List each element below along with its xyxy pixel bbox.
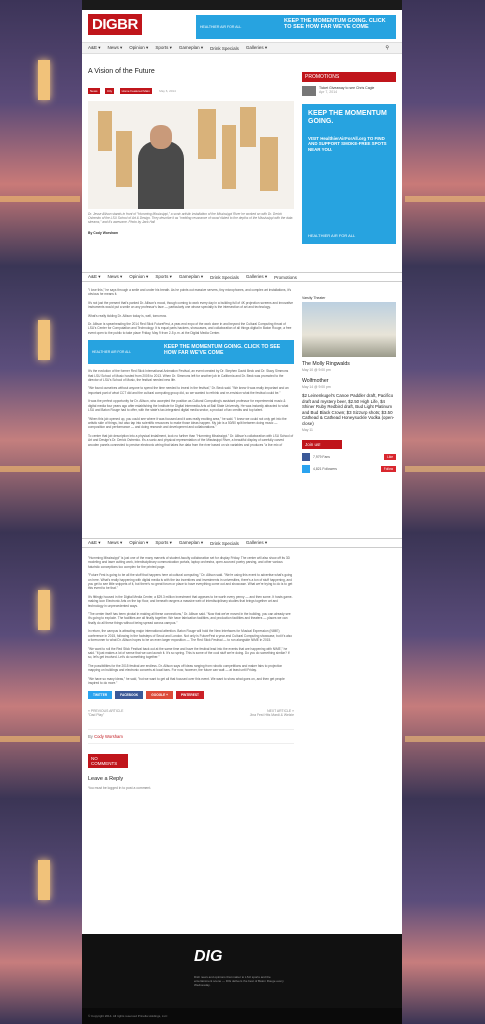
inline-ad-banner[interactable]: [88, 340, 294, 364]
byline: By Cody Worsham: [88, 230, 119, 235]
paragraph: "We want to roll the Red Stick Festival back out at the same time and have the festival lead into the events that are happening with NIME," he said. "It just makes a lot of sense that we can launch it. It's so spring. This is some of the cool stuff we're doing. Do you do something similar? If so, let's get involved. Let's do something together.": [88, 646, 290, 660]
author-label: By: [88, 734, 93, 740]
article-body-2: [88, 552, 294, 790]
nav-item-gameplan[interactable]: Gameplan ▾: [178, 45, 204, 50]
wood-panel: [260, 137, 278, 191]
wood-panel: [98, 111, 112, 151]
copyright-bar: © Copyright 2014. All rights reserved Prinella Holdings, LLC: [82, 1008, 402, 1024]
twitter-row: [302, 465, 396, 473]
facebook-icon: [302, 453, 310, 461]
promotions-heading: PROMOTIONS: [302, 72, 396, 82]
paragraph: The possibilities for the 2015 festival are endless. Dr. Allison says off ideas ranging from robotic competitions and maker fairs to projection mapping on buildings and electronic concerts at local bars. For now, however, the future can wait — at least until Friday.: [88, 663, 283, 673]
nav-item-ae[interactable]: A&E ▾: [88, 540, 101, 545]
promo-title: Ticket Giveaway to see Chris Cagle: [319, 86, 375, 90]
footer-description: Dish news and opinions that matter to LSU sports and the entertainment scene — DIG delivers the best of Baton Rouge every Wednesday.: [194, 975, 284, 987]
nav-item-drink-specials[interactable]: Drink Specials: [210, 274, 239, 280]
post-navigation: [88, 709, 294, 717]
nav-item-sports[interactable]: Sports ▾: [155, 540, 172, 545]
wood-panel: [116, 131, 132, 187]
site-logo[interactable]: DIGBR: [88, 14, 142, 35]
tag[interactable]: Home Featured Main: [121, 89, 150, 93]
site-footer: [82, 934, 402, 1008]
facebook-row: [302, 453, 396, 461]
event-title[interactable]: The Molly Ringwalds: [302, 361, 350, 367]
ad-brand: HEALTHIER AIR FOR ALL: [308, 233, 356, 238]
promo-thumbnail: [302, 86, 316, 96]
paragraph: To center that job description into a physical installment, look no further than "Humming Mississippi." Dr. Allison's collaboration with LSU School of Art and Design's Dr. Derick Ostrenko. It's a sonic and physical representation of the Mississippi River, a beautiful display of carefully carved wooden panels connected to precise electronic wiring that takes live data from the river based on six variables and produces "a live mix of: [88, 433, 294, 447]
paragraph: It's fittingly housed in the Digital Media Center, a $29.3 million investment that appears to be worth every penny — and then some. It hosts game-making icon Electronic Arts on the top floor, and beneath rangers a massive web of interdisciplinary studies that brings together art and technology in unprecedented ways.: [88, 594, 293, 608]
wood-panel: [240, 107, 256, 147]
nav-item-opinion[interactable]: Opinion ▾: [129, 540, 149, 545]
nav-item-news[interactable]: News ▾: [107, 540, 123, 545]
ad-brand: HEALTHIER AIR FOR ALL: [92, 350, 131, 355]
nav-item-drink-specials[interactable]: Drink Specials: [210, 540, 239, 546]
nav-item-opinion[interactable]: Opinion ▾: [129, 274, 149, 279]
event-date: May 14 @ 9:00 pm: [302, 385, 331, 389]
paragraph: It's the evolution of the former Red Stick International Animation Festival, an event created by Dr. Stephen David Beck and Dr. Stacy Simmons that LSU School of Music hosted from 2005 to 2013. When Dr. Simmons left for another job in California and Dr. Beck was promoted to the director of LSU's School of Music, the festival needed new life.: [88, 369, 289, 383]
nav-item-gameplan[interactable]: Gameplan ▾: [178, 540, 204, 545]
next-label: NEXT ARTICLE »: [267, 709, 294, 714]
nav-item-ae[interactable]: A&E ▾: [88, 45, 101, 50]
nav-item-promotions[interactable]: Promotions: [274, 274, 297, 280]
search-icon[interactable]: ⚲: [385, 45, 389, 51]
person-head: [150, 125, 172, 149]
event-date: May 10 @ 9:00 pm: [302, 368, 331, 372]
paragraph: "We found ourselves without anyone to spend the time needed to invest in the festival," Dr. Beck said. "We knew it was really important and an important part of what CCT did and the cultural computing group did, so we wanted to rethink and re-envision what the festival could be.": [88, 386, 289, 395]
ad-headline: KEEP THE MOMENTUM GOING.: [308, 110, 387, 125]
nav-item-opinion[interactable]: Opinion ▾: [129, 45, 149, 50]
reply-title: Leave a Reply: [88, 776, 124, 783]
spacer: [302, 244, 396, 288]
nav-item-drink-specials[interactable]: Drink Specials: [210, 45, 239, 51]
capitol-tower: [38, 320, 50, 360]
city-lights: [0, 466, 80, 472]
capitol-tower: [38, 590, 50, 630]
person-figure: [138, 141, 184, 209]
login-notice[interactable]: You must be logged in to post a comment.: [88, 786, 152, 791]
share-buttons: [88, 691, 294, 699]
share-twitter-button[interactable]: TWITTER: [88, 691, 112, 699]
share-pinterest-button[interactable]: PINTEREST: [176, 691, 204, 699]
article-title: A Vision of the Future: [88, 68, 155, 75]
page-container: [82, 10, 402, 1008]
capitol-tower: [38, 860, 50, 900]
share-google-button[interactable]: GOOGLE +: [146, 691, 173, 699]
facebook-like-button[interactable]: Like: [384, 454, 396, 460]
nav-item-sports[interactable]: Sports ▾: [155, 274, 172, 279]
comments-heading: NO COMMENTS: [88, 754, 128, 768]
nav-item-news[interactable]: News ▾: [107, 274, 123, 279]
main-nav: [82, 42, 402, 54]
sticky-nav: [82, 538, 402, 548]
article: [88, 68, 294, 235]
ad-body: VISIT HealthierAirForAll.org TO FIND AND SUPPORT SMOKE-FREE SPOTS NEAR YOU.: [308, 136, 387, 152]
author-name[interactable]: Cody Worsham: [94, 734, 123, 740]
ad-headline: KEEP THE MOMENTUM GOING. CLICK TO SEE HOW FAR WE'VE COME: [284, 18, 386, 30]
nav-item-galleries[interactable]: Galleries ▾: [245, 45, 268, 50]
venue-name[interactable]: Varsity Theater: [302, 296, 326, 300]
author-box: [88, 729, 294, 744]
article-body-1: [88, 284, 294, 447]
tag[interactable]: News: [90, 89, 98, 93]
sidebar: [302, 72, 396, 473]
city-lights: [405, 466, 485, 472]
tag[interactable]: City: [106, 89, 113, 93]
join-heading: Join us!: [302, 440, 342, 449]
twitter-follow-button[interactable]: Follow: [381, 466, 396, 472]
paragraph: "Humming Mississippi" is just one of the many marvels of student-faculty collaboration set for display Friday. The center will also show off its 3D modeling and laser cutting work, interdisciplinary communication portals, laptop orchestra, open-sourced poetry parsing, and other various futuristic conceptions too complex for the printed page.: [88, 556, 290, 569]
nav-item-galleries[interactable]: Galleries ▾: [245, 540, 268, 545]
capitol-tower: [38, 60, 50, 100]
footer-logo[interactable]: DIG: [194, 948, 223, 965]
promo-date: Apr 7, 2014: [319, 90, 338, 94]
deal-date: May 11: [302, 427, 313, 432]
prev-label: « PREVIOUS ARTICLE: [88, 709, 124, 714]
city-lights: [0, 196, 80, 202]
paragraph: It's not just the present that's parked Dr. Allison's mood, though coming to work every day in a building full of 4K projection screens and innovative instruments would put a smile on any professor's face — particularly one whose specialty is the intersection of art and technology.: [88, 300, 294, 310]
ad-headline: KEEP THE MOMENTUM GOING. CLICK TO SEE HOW FAR WE'VE COME: [164, 344, 281, 357]
paragraph: What's really tickling Dr. Allison today is, well, tomorrow.: [88, 313, 167, 318]
paragraph: "Future Fest is going to be all the stuff that happens here at cultural computing," Dr. Allison said. "We're using this event to advertise what's going on here. What's really happening with digital media is with the tax incentives and investments in universities, there's a ton of stuff happening, and you get to see little snippets of it, but there's no great forum or place to have everything come out and showcase. What we're trying to do is to get this event to be that.": [88, 573, 293, 591]
wood-panel: [198, 109, 216, 159]
paragraph: In return, the campus is attracting major international attention. Baton Rouge will hold the New Interfaces for Musical Expression (NIME) conference in 2015, following in the footsteps of Seoul and London. Not only is FutureFest a year-end Cultural Computing showcase, but it's also a forerunner to what Dr. Allison hopes to be an even larger exposition — The Red Stick Festival — to run alongside NIME in 2015.: [88, 629, 293, 643]
article-photo: [88, 101, 294, 209]
paragraph: Dr. Allison is spearheading the 2014 Red Stick FutureFest, a year-end expo of the work done in and beyond the Cultural Computing thrust of LSU's Center for Computation and Technology. It is equal parts hackers, showcases, and collaboration of all things digital in Baton Rouge, a free event open to the public to take place Friday, May 9 from 2-5 p.m. at the Digital Media Center.: [88, 322, 292, 335]
article-tags: [88, 79, 294, 97]
venue-photo: [302, 302, 396, 357]
article-date: May 6, 2014: [159, 89, 176, 93]
nav-item-sports[interactable]: Sports ▾: [155, 45, 172, 50]
photo-caption: Dr. Jesse Allison stands in front of "Humming Mississippi," a sonic artistic installation of the Mississippi River he worked on with Dr. Derick Ostrenko of the LSU School of Art & Design. They describe it as "melding resonance of wood ribbed to the depths of the Mississippi with the data streams," and it's awesome. Photo by Jack Hall: [88, 212, 293, 225]
top-bar: [82, 0, 402, 10]
paragraph: "We have so many ideas," he said, "but we want to get all that focused over this event. We want to show what goes on, and then get people inspired to do more.": [88, 676, 285, 685]
header-ad-banner[interactable]: [196, 15, 396, 39]
twitter-count: 4,821 Followers: [313, 466, 337, 471]
nav-item-galleries[interactable]: Galleries ▾: [245, 274, 268, 279]
drink-special[interactable]: $2 Leinenkugel's Canoe Paddler draft, Pacifico draft and mystery beer, $2.50 High Life, $4 Shiner Ruby Redbird draft, Bud Light Platinum and Bud Black Crown; $3 Sizzurp shots; $3.50 Cathead & Cathead Honeysuckle Vodka (open-close): [302, 393, 395, 426]
nav-item-ae[interactable]: A&E ▾: [88, 274, 101, 279]
city-lights: [405, 196, 485, 202]
next-title: Jina Fest Hits Mardi & Welzie: [249, 713, 294, 718]
city-lights: [405, 736, 485, 742]
promo-item[interactable]: [302, 86, 396, 96]
paragraph: "When this job opened up, you could see where it was focused and it was really exciting area," he said. "I knew we could not only get into the artistic side of things, but also tap into scientific resources to make those ideas happen. My job is a 50/50 split between doing music — composition and performance — and doing research and development and collaborations.": [88, 416, 287, 430]
sidebar-ad[interactable]: [302, 104, 396, 244]
site-header: [82, 10, 402, 42]
nav-item-news[interactable]: News ▾: [107, 45, 123, 50]
facebook-count: 7,979 Fans: [313, 454, 330, 459]
wood-panel: [222, 125, 236, 189]
next-article[interactable]: [250, 709, 294, 717]
paragraph: It was the perfect opportunity for Dr. Allison, who accepted the position as Cultural Computing's assistant professor for experimental music & digital media four years ago after establishing the Institute for Digital Intermedia Arts at Ball State University. He was instantly attracted to what LSU and Baton Rouge had to offer, with the state's tax-integrated digital media sector, a product of tax credits and top talent.: [88, 399, 289, 413]
paragraph: "The center itself has been pivotal in making all these connections," Dr. Allison said. "Now that we've moved in the building, you can already see it's going to explode. The facilities are all finally together. We have fabrication facilities, and production facilities and theaters — places we can finally do all these things without being spread across campus.": [88, 612, 291, 625]
share-facebook-button[interactable]: FACEBOOK: [115, 691, 143, 699]
nav-item-gameplan[interactable]: Gameplan ▾: [178, 274, 204, 279]
city-lights: [0, 736, 80, 742]
event-title[interactable]: Wolfmother: [302, 378, 329, 384]
prev-title: "Dad Play": [88, 713, 105, 718]
paragraph: "I love this," he says through a smile and under his breath. As he points out massive servers, tiny microphones, and complex art installations, it's obvious he means it.: [88, 288, 292, 297]
twitter-icon: [302, 465, 310, 473]
prev-article[interactable]: [88, 709, 123, 717]
ad-brand: HEALTHIER AIR FOR ALL: [200, 25, 242, 29]
